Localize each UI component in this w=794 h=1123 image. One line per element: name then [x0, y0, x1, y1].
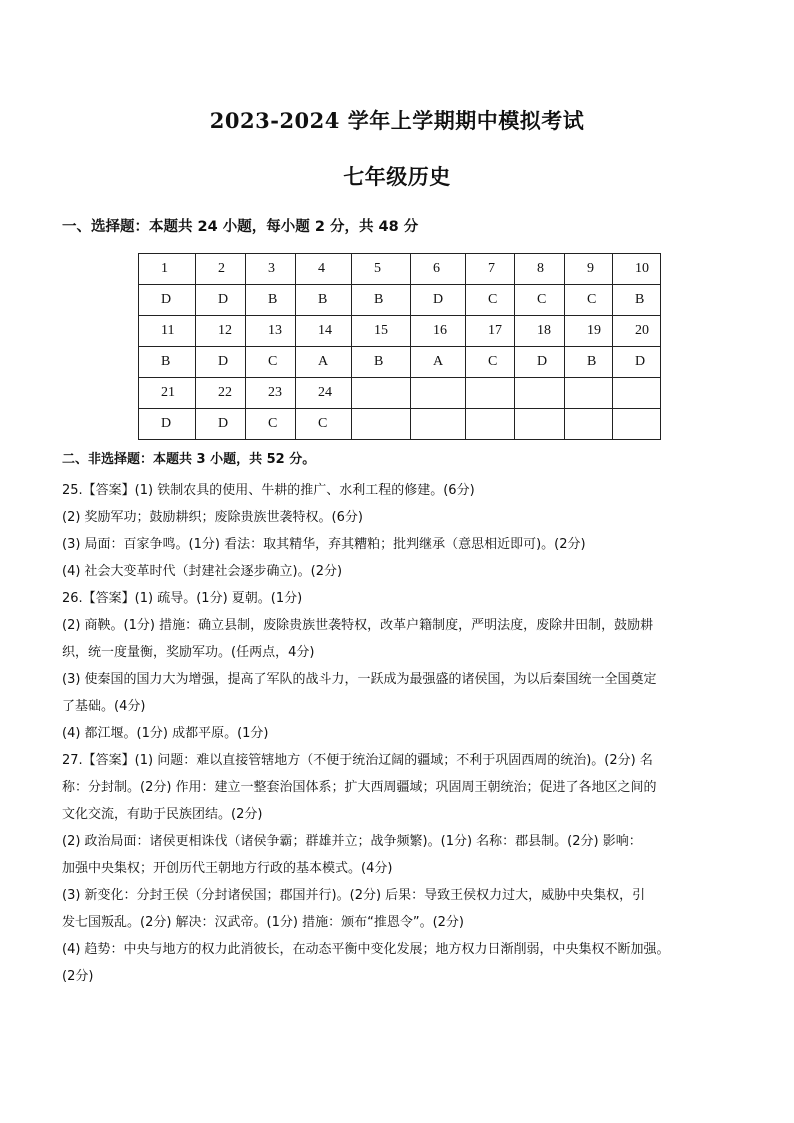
question-number-cell: 21 — [139, 378, 196, 409]
question-number-cell: 1 — [139, 254, 196, 285]
answer-line: (2) 奖励军功；鼓励耕织；废除贵族世袭特权。(6分) — [62, 510, 363, 525]
answer-cell: A — [296, 347, 352, 378]
answer-line: 26.【答案】(1) 疏导。(1分) 夏朝。(1分) — [62, 591, 303, 606]
answer-cell: C — [296, 409, 352, 440]
answer-line: (4) 趋势：中央与地方的权力此消彼长，在动态平衡中变化发展；地方权力日渐削弱，中央集权不断加强。 — [62, 942, 670, 957]
question-number-cell — [565, 378, 613, 409]
answer-cell: D — [196, 409, 246, 440]
answer-line: 25.【答案】(1) 铁制农具的使用、牛耕的推广、水利工程的修建。(6分) — [62, 483, 475, 498]
answer-cell: B — [296, 285, 352, 316]
section-heading-choice: 一、选择题：本题共 24 小题，每小题 2 分，共 48 分 — [62, 219, 419, 235]
answer-cell: D — [139, 409, 196, 440]
answer-line: (4) 都江堰。(1分) 成都平原。(1分) — [62, 726, 269, 741]
page-subtitle: 七年级历史 — [343, 164, 451, 189]
question-number-cell: 24 — [296, 378, 352, 409]
answer-row — [139, 347, 661, 378]
answer-cell: B — [565, 347, 613, 378]
question-number-cell: 19 — [565, 316, 613, 347]
question-number-cell: 9 — [565, 254, 613, 285]
question-number-cell: 3 — [246, 254, 296, 285]
answer-line: (3) 使秦国的国力大为增强，提高了军队的战斗力，一跃成为最强盛的诸侯国，为以后秦国统一全国奠定 — [62, 672, 657, 687]
answer-line: 发七国叛乱。(2分) 解决：汉武帝。(1分) 措施：颁布“推恩令”。(2分) — [62, 915, 464, 930]
question-number-cell: 6 — [411, 254, 466, 285]
question-number-cell: 23 — [246, 378, 296, 409]
question-number-cell — [613, 378, 661, 409]
answer-cell: C — [565, 285, 613, 316]
question-number-cell: 10 — [613, 254, 661, 285]
question-number-row — [139, 378, 661, 409]
answer-cell: A — [411, 347, 466, 378]
question-number-cell: 14 — [296, 316, 352, 347]
answer-cell: B — [139, 347, 196, 378]
question-number-cell: 11 — [139, 316, 196, 347]
answer-line: 织，统一度量衡，奖励军功。(任两点，4分) — [62, 645, 315, 660]
answer-line: (2) 政治局面：诸侯更相诛伐（诸侯争霸；群雄并立；战争频繁)。(1分) 名称：郡县制。(2分) 影响： — [62, 834, 642, 849]
answer-cell: B — [352, 285, 411, 316]
answer-cell: B — [352, 347, 411, 378]
answer-cell: D — [139, 285, 196, 316]
answer-cell: C — [246, 347, 296, 378]
answer-cell — [411, 409, 466, 440]
question-number-cell: 18 — [515, 316, 565, 347]
answer-cell: B — [246, 285, 296, 316]
answer-cell: C — [466, 347, 515, 378]
page-title: 2023-2024 学年上学期期中模拟考试 — [209, 108, 585, 133]
question-number-cell: 4 — [296, 254, 352, 285]
answer-cell: C — [466, 285, 515, 316]
answer-cell: D — [411, 285, 466, 316]
section-heading-nonchoice: 二、非选择题：本题共 3 小题，共 52 分。 — [62, 452, 316, 467]
question-number-cell: 22 — [196, 378, 246, 409]
question-number-cell: 12 — [196, 316, 246, 347]
question-number-cell — [466, 378, 515, 409]
answer-line: 称：分封制。(2分) 作用：建立一整套治国体系；扩大西周疆域；巩固周王朝统治；促进了各地区之间的 — [62, 780, 657, 795]
answer-cell — [515, 409, 565, 440]
question-number-cell: 20 — [613, 316, 661, 347]
question-number-cell: 7 — [466, 254, 515, 285]
answer-row — [139, 409, 661, 440]
answer-cell: D — [613, 347, 661, 378]
question-number-cell: 5 — [352, 254, 411, 285]
question-number-cell: 15 — [352, 316, 411, 347]
question-number-cell: 13 — [246, 316, 296, 347]
answer-cell: D — [196, 347, 246, 378]
answer-line: (2) 商鞅。(1分) 措施：确立县制，废除贵族世袭特权，改革户籍制度，严明法度，废除井田制，鼓励耕 — [62, 618, 654, 633]
answer-cell — [352, 409, 411, 440]
answer-cell: C — [515, 285, 565, 316]
answer-lines — [62, 477, 734, 990]
question-number-cell: 8 — [515, 254, 565, 285]
answer-cell: D — [196, 285, 246, 316]
answer-cell: C — [246, 409, 296, 440]
question-number-cell — [411, 378, 466, 409]
question-number-row — [139, 254, 661, 285]
answer-line: (2分) — [62, 969, 94, 984]
answer-cell — [565, 409, 613, 440]
answer-line: (3) 新变化：分封王侯（分封诸侯国；郡国并行)。(2分) 后果：导致王侯权力过大，威胁中央集权，引 — [62, 888, 646, 903]
question-number-cell — [515, 378, 565, 409]
answer-line: 加强中央集权；开创历代王朝地方行政的基本模式。(4分) — [62, 861, 393, 876]
answer-line: (4) 社会大变革时代（封建社会逐步确立)。(2分) — [62, 564, 343, 579]
answer-cell — [466, 409, 515, 440]
question-number-cell: 16 — [411, 316, 466, 347]
answer-cell: D — [515, 347, 565, 378]
answer-content — [62, 452, 734, 990]
answer-line: 27.【答案】(1) 问题：难以直接管辖地方（不便于统治辽阔的疆域；不利于巩固西周的统治)。(2分) 名 — [62, 753, 653, 768]
answer-cell: B — [613, 285, 661, 316]
answer-line: (3) 局面：百家争鸣。(1分) 看法：取其精华，弃其糟粕；批判继承（意思相近即可)。(2分) — [62, 537, 586, 552]
answer-table — [138, 253, 661, 440]
question-number-cell — [352, 378, 411, 409]
answer-cell — [613, 409, 661, 440]
answer-line: 文化交流，有助于民族团结。(2分) — [62, 807, 263, 822]
question-number-cell: 2 — [196, 254, 246, 285]
answer-line: 了基础。(4分) — [62, 699, 146, 714]
question-number-row — [139, 316, 661, 347]
answer-row — [139, 285, 661, 316]
question-number-cell: 17 — [466, 316, 515, 347]
